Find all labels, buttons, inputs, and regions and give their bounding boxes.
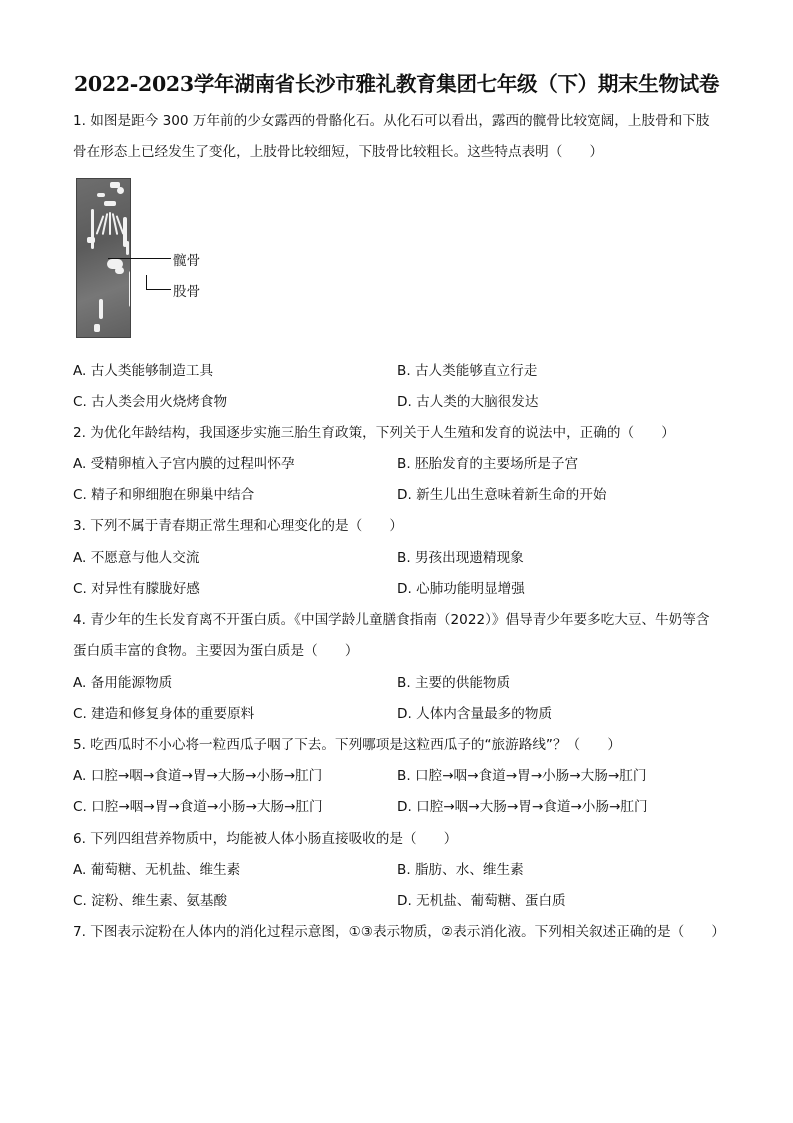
- q1-option-c: C. 古人类会用火烧烤食物: [73, 394, 228, 410]
- q7-stem-line1: 7. 下图表示淀粉在人体内的消化过程示意图，①③表示物质，②表示消化液。下列相关叙述正确的是（ ）: [73, 924, 725, 940]
- q3-option-c: C. 对异性有朦胧好感: [73, 581, 200, 597]
- q6-option-d: D. 无机盐、葡萄糖、蛋白质: [397, 893, 566, 909]
- q6-option-c: C. 淀粉、维生素、氨基酸: [73, 893, 228, 909]
- q3-option-d: D. 心肺功能明显增强: [397, 581, 525, 597]
- q3-option-b: B. 男孩出现遗精现象: [397, 550, 524, 566]
- q1-stem-line2: 骨在形态上已经发生了变化，上肢骨比较细短，下肢骨比较粗长。这些特点表明（ ）: [73, 144, 604, 160]
- q3-option-a: A. 不愿意与他人交流: [73, 550, 200, 566]
- q6-stem-line1: 6. 下列四组营养物质中，均能被人体小肠直接吸收的是（ ）: [73, 831, 458, 847]
- q4-option-a: A. 备用能源物质: [73, 675, 173, 691]
- femur-label: 股骨: [173, 284, 201, 300]
- q4-option-b: B. 主要的供能物质: [397, 675, 511, 691]
- q2-option-a: A. 受精卵植入子宫内膜的过程叫怀孕: [73, 456, 295, 472]
- q6-option-b: B. 脂肪、水、维生素: [397, 862, 524, 878]
- q6-option-a: A. 葡萄糖、无机盐、维生素: [73, 862, 241, 878]
- q2-option-d: D. 新生儿出生意味着新生命的开始: [397, 487, 607, 503]
- page-title: 2022-2023学年湖南省长沙市雅礼教育集团七年级（下）期末生物试卷: [73, 72, 720, 96]
- q3-stem-line1: 3. 下列不属于青春期正常生理和心理变化的是（ ）: [73, 518, 403, 534]
- q5-option-c: C. 口腔→咽→胃→食道→小肠→大肠→肛门: [73, 799, 323, 815]
- femur-leader-line: [146, 289, 171, 290]
- q4-option-c: C. 建造和修复身体的重要原料: [73, 706, 255, 722]
- hip-label: 髋骨: [173, 253, 201, 269]
- hip-leader-line: [108, 258, 171, 259]
- q4-option-d: D. 人体内含量最多的物质: [397, 706, 553, 722]
- q4-stem-line2: 蛋白质丰富的食物。主要因为蛋白质是（ ）: [73, 643, 359, 659]
- q5-option-b: B. 口腔→咽→食道→胃→小肠→大肠→肛门: [397, 768, 647, 784]
- q4-stem-line1: 4. 青少年的生长发育离不开蛋白质。《中国学龄儿童膳食指南（2022）》倡导青少年要多吃大豆、牛奶等含: [73, 612, 710, 628]
- q1-stem-line1: 1. 如图是距今 300 万年前的少女露西的骨骼化石。从化石可以看出，露西的髋骨比较宽阔，上肢骨和下肢: [73, 113, 710, 129]
- q2-stem-line1: 2. 为优化年龄结构，我国逐步实施三胎生育政策，下列关于人生殖和发育的说法中，正确的（ ）: [73, 425, 675, 441]
- femur-leader-tick: [146, 275, 147, 289]
- q1-option-a: A. 古人类能够制造工具: [73, 363, 214, 379]
- q2-option-b: B. 胚胎发育的主要场所是子宫: [397, 456, 579, 472]
- q5-stem-line1: 5. 吃西瓜时不小心将一粒西瓜子咽了下去。下列哪项是这粒西瓜子的“旅游路线”？（ ）: [73, 737, 621, 753]
- q1-option-b: B. 古人类能够直立行走: [397, 363, 538, 379]
- q5-option-d: D. 口腔→咽→大肠→胃→食道→小肠→肛门: [397, 799, 648, 815]
- q1-option-d: D. 古人类的大脑很发达: [397, 394, 539, 410]
- q5-option-a: A. 口腔→咽→食道→胃→大肠→小肠→肛门: [73, 768, 323, 784]
- q2-option-c: C. 精子和卵细胞在卵巢中结合: [73, 487, 255, 503]
